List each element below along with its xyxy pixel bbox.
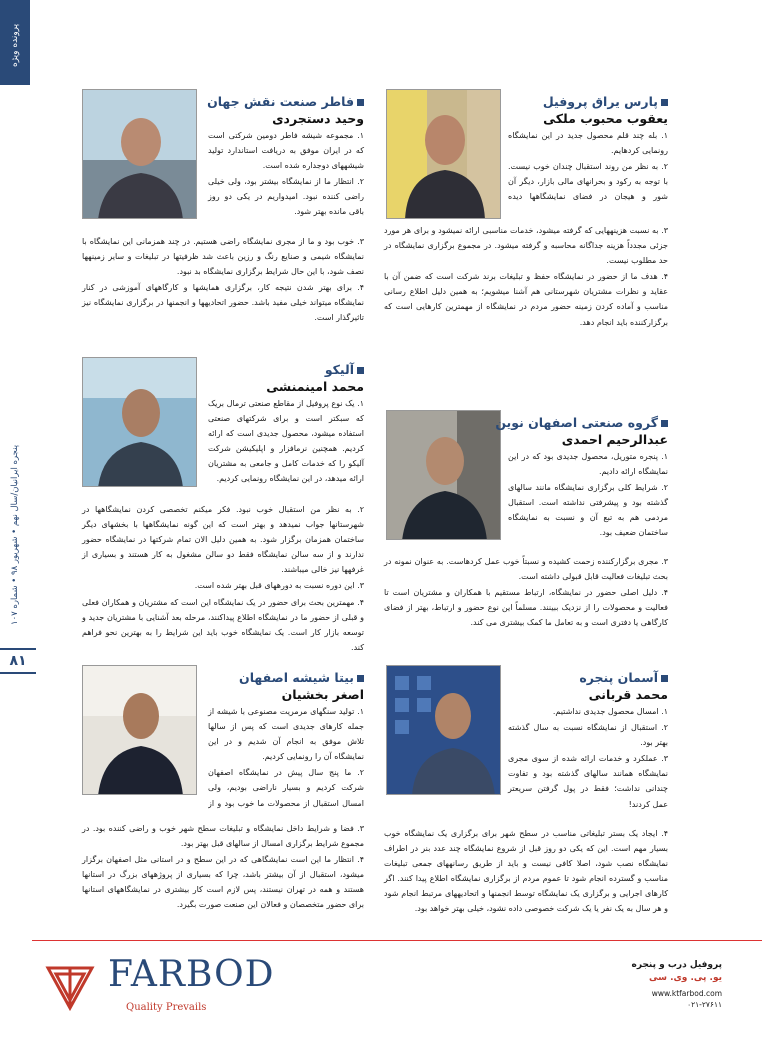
answer-paragraph: ۴. برای بهتر شدن نتیجه کار، برگزاری همایشها و کارگاههای آموزشی در کنار نمایشگاه میتواند خیلی مفید باشد. حضور اتحادیهها و انجمنها در برگزاری نمایشگاه نیز تاثیرگذار است. <box>82 283 364 323</box>
portrait-photo <box>82 665 197 795</box>
answer-paragraph: ۳. مجری برگزارکننده زحمت کشیده و نسبتاً خوب عمل کردهاست. به عنوان نمونه در بحث تبلیغات فعالیت قابل قبولی داشته است. <box>384 557 668 582</box>
answer-paragraph: ۱. پنجره متوریل، محصول جدیدی بود که در این نمایشگاه ارائه دادیم. <box>508 452 668 477</box>
interview-text-wide <box>82 501 364 655</box>
answer-paragraph: ۳. این دوره نسبت به دورههای قبل بهتر شده است. <box>194 581 364 591</box>
bullet-square-icon <box>357 99 364 106</box>
answer-paragraph: ۳. به نسبت هزینههایی که گرفته میشود، خدمات مناسبی ارائه نمیشود و برای هر مورد جزئی مجدداً هزینه جداگانه محاسبه و گرفته میشود. در مجموع برگزاری نمایشگاه در حد مطلوب نیست. <box>384 226 668 266</box>
portrait-photo <box>82 357 197 487</box>
answer-paragraph: ۴. انتظار ما این است نمایشگاهی که در این سطح و در استانی مثل اصفهان برگزار میشود، استقبال از آن بیشتر باشد، چرا که بسیاری از پروژههای بزرگ در استانها هستند و همه در تهران نیستند، پس لازم است کار بیشتری در نمایشگاههای استانها برای حضور متخصصان و فعالان این صنعت صورت بگیرد. <box>82 855 364 910</box>
person-name: اصغر بخشیان <box>281 687 364 702</box>
company-title: پارس یراق پروفیل <box>384 93 668 110</box>
interview-text <box>508 414 668 541</box>
portrait-photo <box>82 89 197 219</box>
farbod-logo-icon <box>40 958 100 1018</box>
person-name: محمد امینمنشی <box>266 379 364 394</box>
answer-paragraph: ۲. شرایط کلی برگزاری نمایشگاه مانند سالهای گذشته بود و پیشرفتی نداشته است. استقبال مردمی هم به تبع آن و نسبت به نمایشگاه ساختمان ضعیف بود. <box>508 483 668 538</box>
answer-paragraph: ۳. خوب بود و ما از مجری نمایشگاه راضی هستیم. در چند همزمانی این نمایشگاه با نمایشگاه شیمی و صنایع رنگ و رزین باعث شد ظرفیتها در تبلیغات و سایر زمینهها نصف شود، با این حال شرایط برگزاری نمایشگاه بد نبود. <box>82 237 364 277</box>
interview-text-wide <box>82 820 364 913</box>
answer-paragraph: ۱. امسال محصول جدیدی نداشتیم. <box>552 707 668 716</box>
interview-text-wide <box>384 222 668 330</box>
interview-section <box>208 361 364 487</box>
person-name: محمد قربانی <box>588 687 668 702</box>
answer-paragraph: ۱. بله چند قلم محصول جدید در این نمایشگاه رونمایی کردهایم. <box>508 131 668 156</box>
answer-paragraph: ۱. تولید سنگهای مرمریت مصنوعی با شیشه از جمله کارهای جدیدی است که پس از سالها تلاش موفق به انجام آن شدیم و در این نمایشگاه آن را رونمایی کردیم. <box>208 707 364 762</box>
ad-contact-box <box>602 960 722 1022</box>
answer-paragraph: ۴. ایجاد یک بستر تبلیغاتی مناسب در سطح شهر برای برگزاری یک نمایشگاه خوب بسیار مهم است. این که یکی دو روز قبل از شروع نمایشگاه چند عدد بنر در اطراف نمایشگاه نصب شود، اصلا کافی نیست و باید از طریق رسانههای جمعی تبلیغات مناسب و گسترده انجام شود تا عموم مردم از برگزاری نمایشگاه اطلاع پیدا کنند. اگر کارهای اجرایی و برگزاری یک نمایشگاه توسط انجمنها و اتحادیههای مرتبط انجام شود و هر سال به یک نفر یا یک شرکت خصوصی داده نشود، خیلی بهتر خواهد بود. <box>384 829 668 914</box>
company-title: آلیکو <box>208 361 364 378</box>
brand-name: FARBOD <box>108 954 275 995</box>
ad-website: www.ktfarbod.com <box>651 989 722 998</box>
interview-section <box>208 669 364 810</box>
page-number: ۸۱ <box>0 648 36 674</box>
answer-paragraph: ۳. عملکرد و خدمات ارائه شده از سوی مجری نمایشگاه همانند سالهای گذشته بود و تفاوت چندانی نداشت؛ فقط در پول گرفتن سریعتر عمل کردند! <box>508 754 668 809</box>
answer-paragraph: ۲. انتظار ما از نمایشگاه بیشتر بود، ولی خیلی راضی کننده نبود. امیدواریم در یکی دو روز باقی مانده بهتر شود. <box>208 177 364 217</box>
footer-divider <box>32 940 762 941</box>
interview-text-wide <box>384 553 668 630</box>
answer-paragraph: ۴. دلیل اصلی حضور در نمایشگاه، ارتباط مستقیم با همکاران و مشتریان است تا فعالیت و محصولات را از نزدیک ببینند. مسلماً این نوع حضور و ارتباط، بهتر از فضای کارگاهی یا دفتری است و به تعامل ما کمک بیشتری می کند. <box>384 588 668 628</box>
company-title: بیتا شیشه اصفهان <box>208 669 364 686</box>
interview-text <box>508 669 668 812</box>
answer-paragraph: ۲. ما پنج سال پیش در نمایشگاه اصفهان شرکت کردیم و بسیار ناراضی بودیم، ولی امسال استقبال از محصولات ما خوب بود و از <box>208 768 364 808</box>
bullet-square-icon <box>357 367 364 374</box>
ad-product: پروفیل درب و پنجره <box>631 960 722 970</box>
side-strip <box>0 0 30 1045</box>
interview-text <box>508 93 668 204</box>
issue-info: پنجره ایرانیان/سال نهم • شهریور ۹۸ • شماره ۱۰۷ <box>10 444 20 626</box>
interview-text-wide <box>384 825 668 917</box>
section-label: پرونده ویژه <box>10 23 20 67</box>
person-name: یعقوب محبوب ملکی <box>543 111 668 126</box>
answer-paragraph: ۲. به نظر من استقبال خوب نبود. فکر میکنم تخصصی کردن نمایشگاهها در شهرستانها جواب نمیدهد و بهتر است که این گونه نمایشگاهها با بخشهای دیگر ساختمان همزمان برگزار شود. به همین دلیل الان تمام شرکتها در نمایشگاه حضور ندارند و از سه سالن نمایشگاه فقط دو سالن مشغول به کار هستند و بسیاری از غرفهها نیز خالی میباشند. <box>82 505 364 575</box>
company-title: فاطر صنعت نقش جهان <box>208 93 364 110</box>
bullet-square-icon <box>357 675 364 682</box>
interview-section <box>208 93 364 220</box>
ad-material: یو. پی. وی. سی <box>649 973 722 983</box>
answer-paragraph: ۴. مهمترین بحث برای حضور در یک نمایشگاه این است که مشتریان و همکاران فعلی و قبلی از حضور ما در نمایشگاه اطلاع پیداکنند، مرحله بعد آشنایی با مشتریان جدید و توسعه بازار کار است. یک نمایشگاه خوب باید این شرایط را به بهترین نحو فراهم کند. <box>82 597 364 652</box>
answer-paragraph: ۲. استقبال از نمایشگاه نسبت به سال گذشته بهتر بود. <box>508 723 668 748</box>
company-title: آسمان پنجره <box>384 669 668 686</box>
answer-paragraph: ۳. فضا و شرایط داخل نمایشگاه و تبلیغات سطح شهر خوب و راضی کننده بود. در مجموع شرایط برگزاری امسال از سالهای قبل بهتر بود. <box>82 824 364 849</box>
answer-paragraph: ۱. یک نوع پروفیل از مقاطع صنعتی ترمال بریک که سبکتر است و برای شرکتهای صنعتی استفاده میشود، محصول جدیدی است که ارائه کردیم. همچنین نرمافزار و اپلیکیشن شرکت آلیکو را که خدمات کامل و جامعی به مشتریان ارائه میدهد، در این نمایشگاه رونمایی کردیم. <box>208 399 364 484</box>
person-name: وحید دستجردی <box>272 111 364 126</box>
answer-paragraph: ۴. هدف ما از حضور در نمایشگاه حفظ و تبلیغات برند شرکت است که ضمن آن با عقاید و نظرات مشتریان شهرستانی هم آشنا میشویم؛ به همین دلیل اطلاع رسانی مناسب و آماده کردن زمینه حضور مردم در نمایشگاه از مهمترین کارهایی است که برگزارکننده باید انجام دهد. <box>384 272 668 327</box>
brand-slogan: Quality Prevails <box>126 1002 207 1013</box>
company-title: گروه صنعتی اصفهان نوین <box>384 414 668 431</box>
answer-paragraph: ۱. مجموعه شیشه فاطر دومین شرکتی است که در ایران موفق به دریافت استاندارد تولید شیشههای دوجداره شده است. <box>208 131 364 171</box>
ad-phone: ۰۲۱-۲۷۶۱۱ <box>687 1000 722 1009</box>
person-name: عبدالرحیم احمدی <box>561 432 668 447</box>
answer-paragraph: ۲. به نظر من روند استقبال چندان خوب نیست. با توجه به رکود و بحرانهای مالی بازار، دیگر آن شور و هیجان در فضای نمایشگاهها دیده <box>508 162 668 202</box>
interview-text-wide <box>82 233 364 326</box>
section-tab <box>0 0 30 85</box>
